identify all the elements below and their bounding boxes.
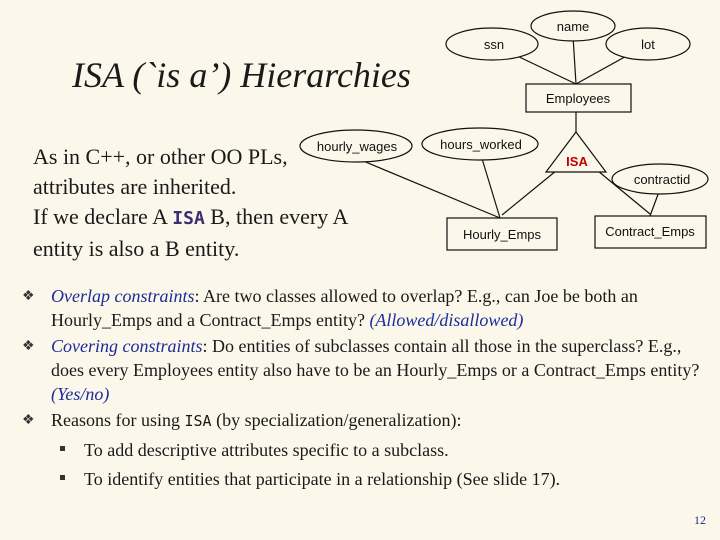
reasons-isa: ISA bbox=[184, 412, 212, 430]
sub-bullet-1-text: To add descriptive attributes specific to a subclass. bbox=[84, 440, 449, 460]
attr-hourlywages-label: hourly_wages bbox=[316, 139, 398, 154]
overlap-term: Overlap constraints bbox=[51, 286, 195, 306]
diamond-bullet-icon: ❖ bbox=[22, 289, 35, 304]
entity-contract-label: Contract_Emps bbox=[605, 224, 695, 239]
edge-name-employees bbox=[573, 36, 576, 84]
overlap-paren: (Allowed/disallowed) bbox=[369, 310, 524, 330]
intro-line-4: entity is also a B entity. bbox=[33, 236, 240, 261]
bullet-reasons bbox=[22, 408, 712, 433]
reasons-pre: Reasons for using bbox=[51, 410, 185, 430]
bullet-list bbox=[22, 284, 712, 491]
entity-hourly-label: Hourly_Emps bbox=[462, 227, 542, 242]
covering-text: : Do entities of subclasses contain all those in the superclass? E.g., does every Employees entity also have to be an Hourly_Emps or a Contract_Emps entity? bbox=[51, 336, 700, 380]
square-bullet-icon bbox=[60, 475, 65, 480]
attr-contractid-label: contractid bbox=[633, 172, 691, 187]
intro-line-3-pre: If we declare A bbox=[33, 204, 173, 229]
sub-bullet-2-text: To identify entities that participate in a relationship (See slide 17). bbox=[84, 469, 561, 489]
square-bullet-icon bbox=[60, 446, 65, 451]
edge-hoursworked-hourly bbox=[480, 152, 500, 218]
reasons-post: (by specialization/generalization): bbox=[211, 410, 462, 430]
page-number: 12 bbox=[694, 513, 706, 527]
covering-paren: (Yes/no) bbox=[51, 384, 110, 404]
bullet-overlap bbox=[22, 284, 712, 332]
sub-bullet-relationship bbox=[22, 467, 712, 491]
overlap-text: : Are two classes allowed to overlap? E.g., can Joe be both an Hourly_Emps and a Contract_Emps entity? bbox=[51, 286, 638, 330]
isa-label: ISA bbox=[566, 154, 588, 169]
intro-line-3-post: B, then every A bbox=[204, 204, 349, 229]
attr-name-label: name bbox=[556, 19, 590, 34]
entity-employees-label: Employees bbox=[545, 91, 611, 106]
intro-line-1: As in C++, or other OO PLs, bbox=[33, 144, 288, 169]
covering-term: Covering constraints bbox=[51, 336, 203, 356]
diamond-bullet-icon: ❖ bbox=[22, 339, 35, 354]
edge-isa-hourly bbox=[502, 166, 562, 215]
edge-hourlywages-hourly bbox=[356, 158, 500, 218]
isa-keyword: ISA bbox=[172, 208, 205, 229]
intro-line-2: attributes are inherited. bbox=[33, 174, 237, 199]
bullet-covering bbox=[22, 334, 712, 406]
sub-bullet-attributes bbox=[22, 438, 712, 462]
attr-hoursworked-label: hours_worked bbox=[440, 137, 522, 152]
attr-lot-label: lot bbox=[641, 37, 655, 52]
slide-title: ISA (`is a’) Hierarchies bbox=[72, 55, 411, 95]
attr-ssn-label: ssn bbox=[483, 37, 505, 52]
diamond-bullet-icon: ❖ bbox=[22, 413, 35, 428]
